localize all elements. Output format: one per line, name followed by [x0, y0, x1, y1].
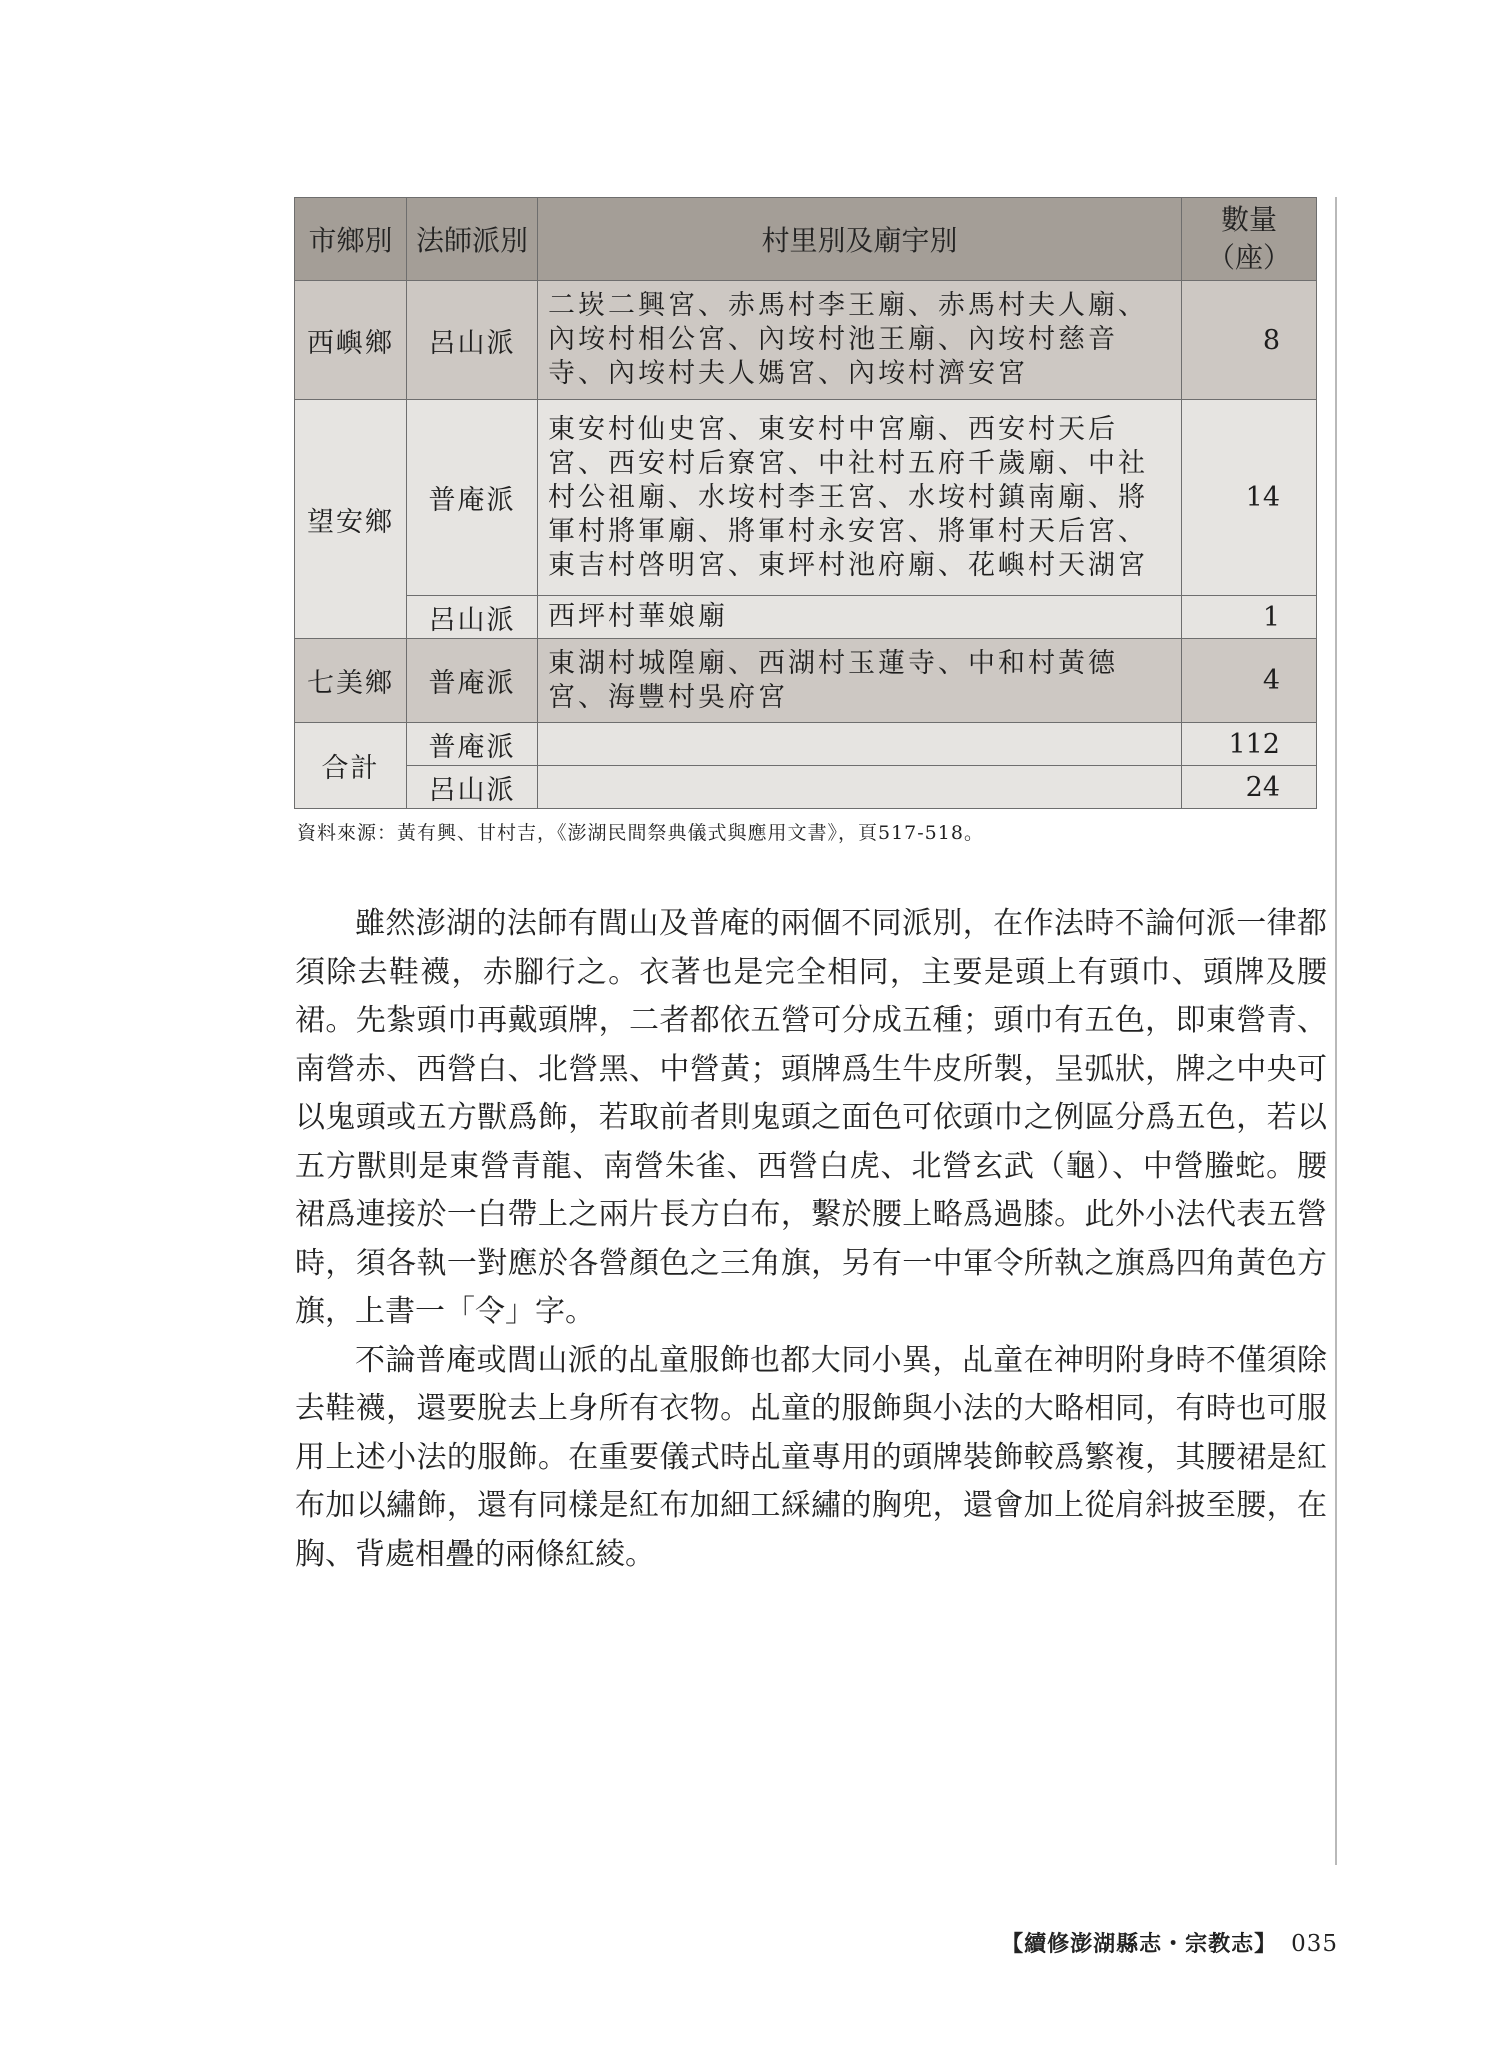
- sect-cell: 普庵派: [407, 639, 538, 723]
- town-cell: 望安鄉: [295, 400, 407, 639]
- quantity-cell: 8: [1182, 281, 1317, 400]
- town-cell: 西嶼鄉: [295, 281, 407, 400]
- table-header-row: [295, 198, 1317, 281]
- paragraph: 不論普庵或閭山派的乩童服飾也都大同小異，乩童在神明附身時不僅須除去鞋襪，還要脫去上身所有衣物。乩童的服飾與小法的大略相同，有時也可服用上述小法的服飾。在重要儀式時乩童專用的頭牌裝飾較爲繁複，其腰裙是紅布加以繡飾，還有同樣是紅布加細工綵繡的胸兜，還會加上從肩斜披至腰，在胸、背處相疊的兩條紅綾。: [295, 1342, 1327, 1572]
- table-row: [295, 723, 1317, 766]
- header-quantity-line1: 數量: [1220, 203, 1277, 236]
- town-cell: 合計: [295, 723, 407, 809]
- header-sect: 法師派別: [407, 198, 538, 281]
- temples-cell: 東安村仙史宮、東安村中宮廟、西安村天后宮、西安村后寮宮、中社村五府千歲廟、中社村公祖廟、水垵村李王宮、水垵村鎮南廟、將軍村將軍廟、將軍村永安宮、將軍村天后宮、東吉村啓明宮、東坪村池府廟、花嶼村天湖宮: [538, 400, 1182, 596]
- temples-cell: 二崁二興宮、赤馬村李王廟、赤馬村夫人廟、內垵村相公宮、內垵村池王廟、內垵村慈音寺、內垵村夫人媽宮、內垵村濟安宮: [538, 281, 1182, 400]
- page-footer: [1001, 1927, 1338, 1958]
- paragraph: 雖然澎湖的法師有閭山及普庵的兩個不同派別，在作法時不論何派一律都須除去鞋襪，赤腳行之。衣著也是完全相同，主要是頭上有頭巾、頭牌及腰裙。先紮頭巾再戴頭牌，二者都依五營可分成五種；頭巾有五色，即東營青、南營赤、西營白、北營黑、中營黃；頭牌爲生牛皮所製，呈弧狀，牌之中央可以鬼頭或五方獸爲飾，若取前者則鬼頭之面色可依頭巾之例區分爲五色，若以五方獸則是東營青龍、南營朱雀、西營白虎、北營玄武（龜）、中營螣蛇。腰裙爲連接於一白帶上之兩片長方白布，繫於腰上略爲過膝。此外小法代表五營時，須各執一對應於各營顏色之三角旗，另有一中軍令所執之旗爲四角黃色方旗，上書一「令」字。: [295, 906, 1327, 1329]
- table-row: [295, 281, 1317, 400]
- temples-cell: [538, 723, 1182, 766]
- quantity-cell: 112: [1182, 723, 1317, 766]
- sect-cell: 普庵派: [407, 400, 538, 596]
- sect-cell: 呂山派: [407, 596, 538, 639]
- temples-cell: 東湖村城隍廟、西湖村玉蓮寺、中和村黃德宮、海豐村吳府宮: [538, 639, 1182, 723]
- header-quantity: [1182, 198, 1317, 281]
- quantity-cell: 4: [1182, 639, 1317, 723]
- page-number: 035: [1291, 1931, 1338, 1957]
- quantity-cell: 24: [1182, 766, 1317, 809]
- header-temples: 村里別及廟宇別: [538, 198, 1182, 281]
- body-text: [295, 900, 1327, 1579]
- temples-cell: [538, 766, 1182, 809]
- header-town: 市鄉別: [295, 198, 407, 281]
- sect-cell: 呂山派: [407, 766, 538, 809]
- temples-cell: 西坪村華娘廟: [538, 596, 1182, 639]
- header-quantity-line2: （座）: [1206, 241, 1291, 274]
- table-row: [295, 596, 1317, 639]
- table-row: [295, 639, 1317, 723]
- sect-cell: 呂山派: [407, 281, 538, 400]
- source-note: 資料來源：黃有興、甘村吉，《澎湖民間祭典儀式與應用文書》，頁517-518。: [297, 822, 984, 844]
- temple-table: [294, 197, 1317, 809]
- quantity-cell: 1: [1182, 596, 1317, 639]
- town-cell: 七美鄉: [295, 639, 407, 723]
- table-row: [295, 400, 1317, 596]
- sect-cell: 普庵派: [407, 723, 538, 766]
- quantity-cell: 14: [1182, 400, 1317, 596]
- margin-rule: [1335, 197, 1337, 1865]
- table-row: [295, 766, 1317, 809]
- book-title: 【續修澎湖縣志・宗教志】: [1001, 1931, 1278, 1957]
